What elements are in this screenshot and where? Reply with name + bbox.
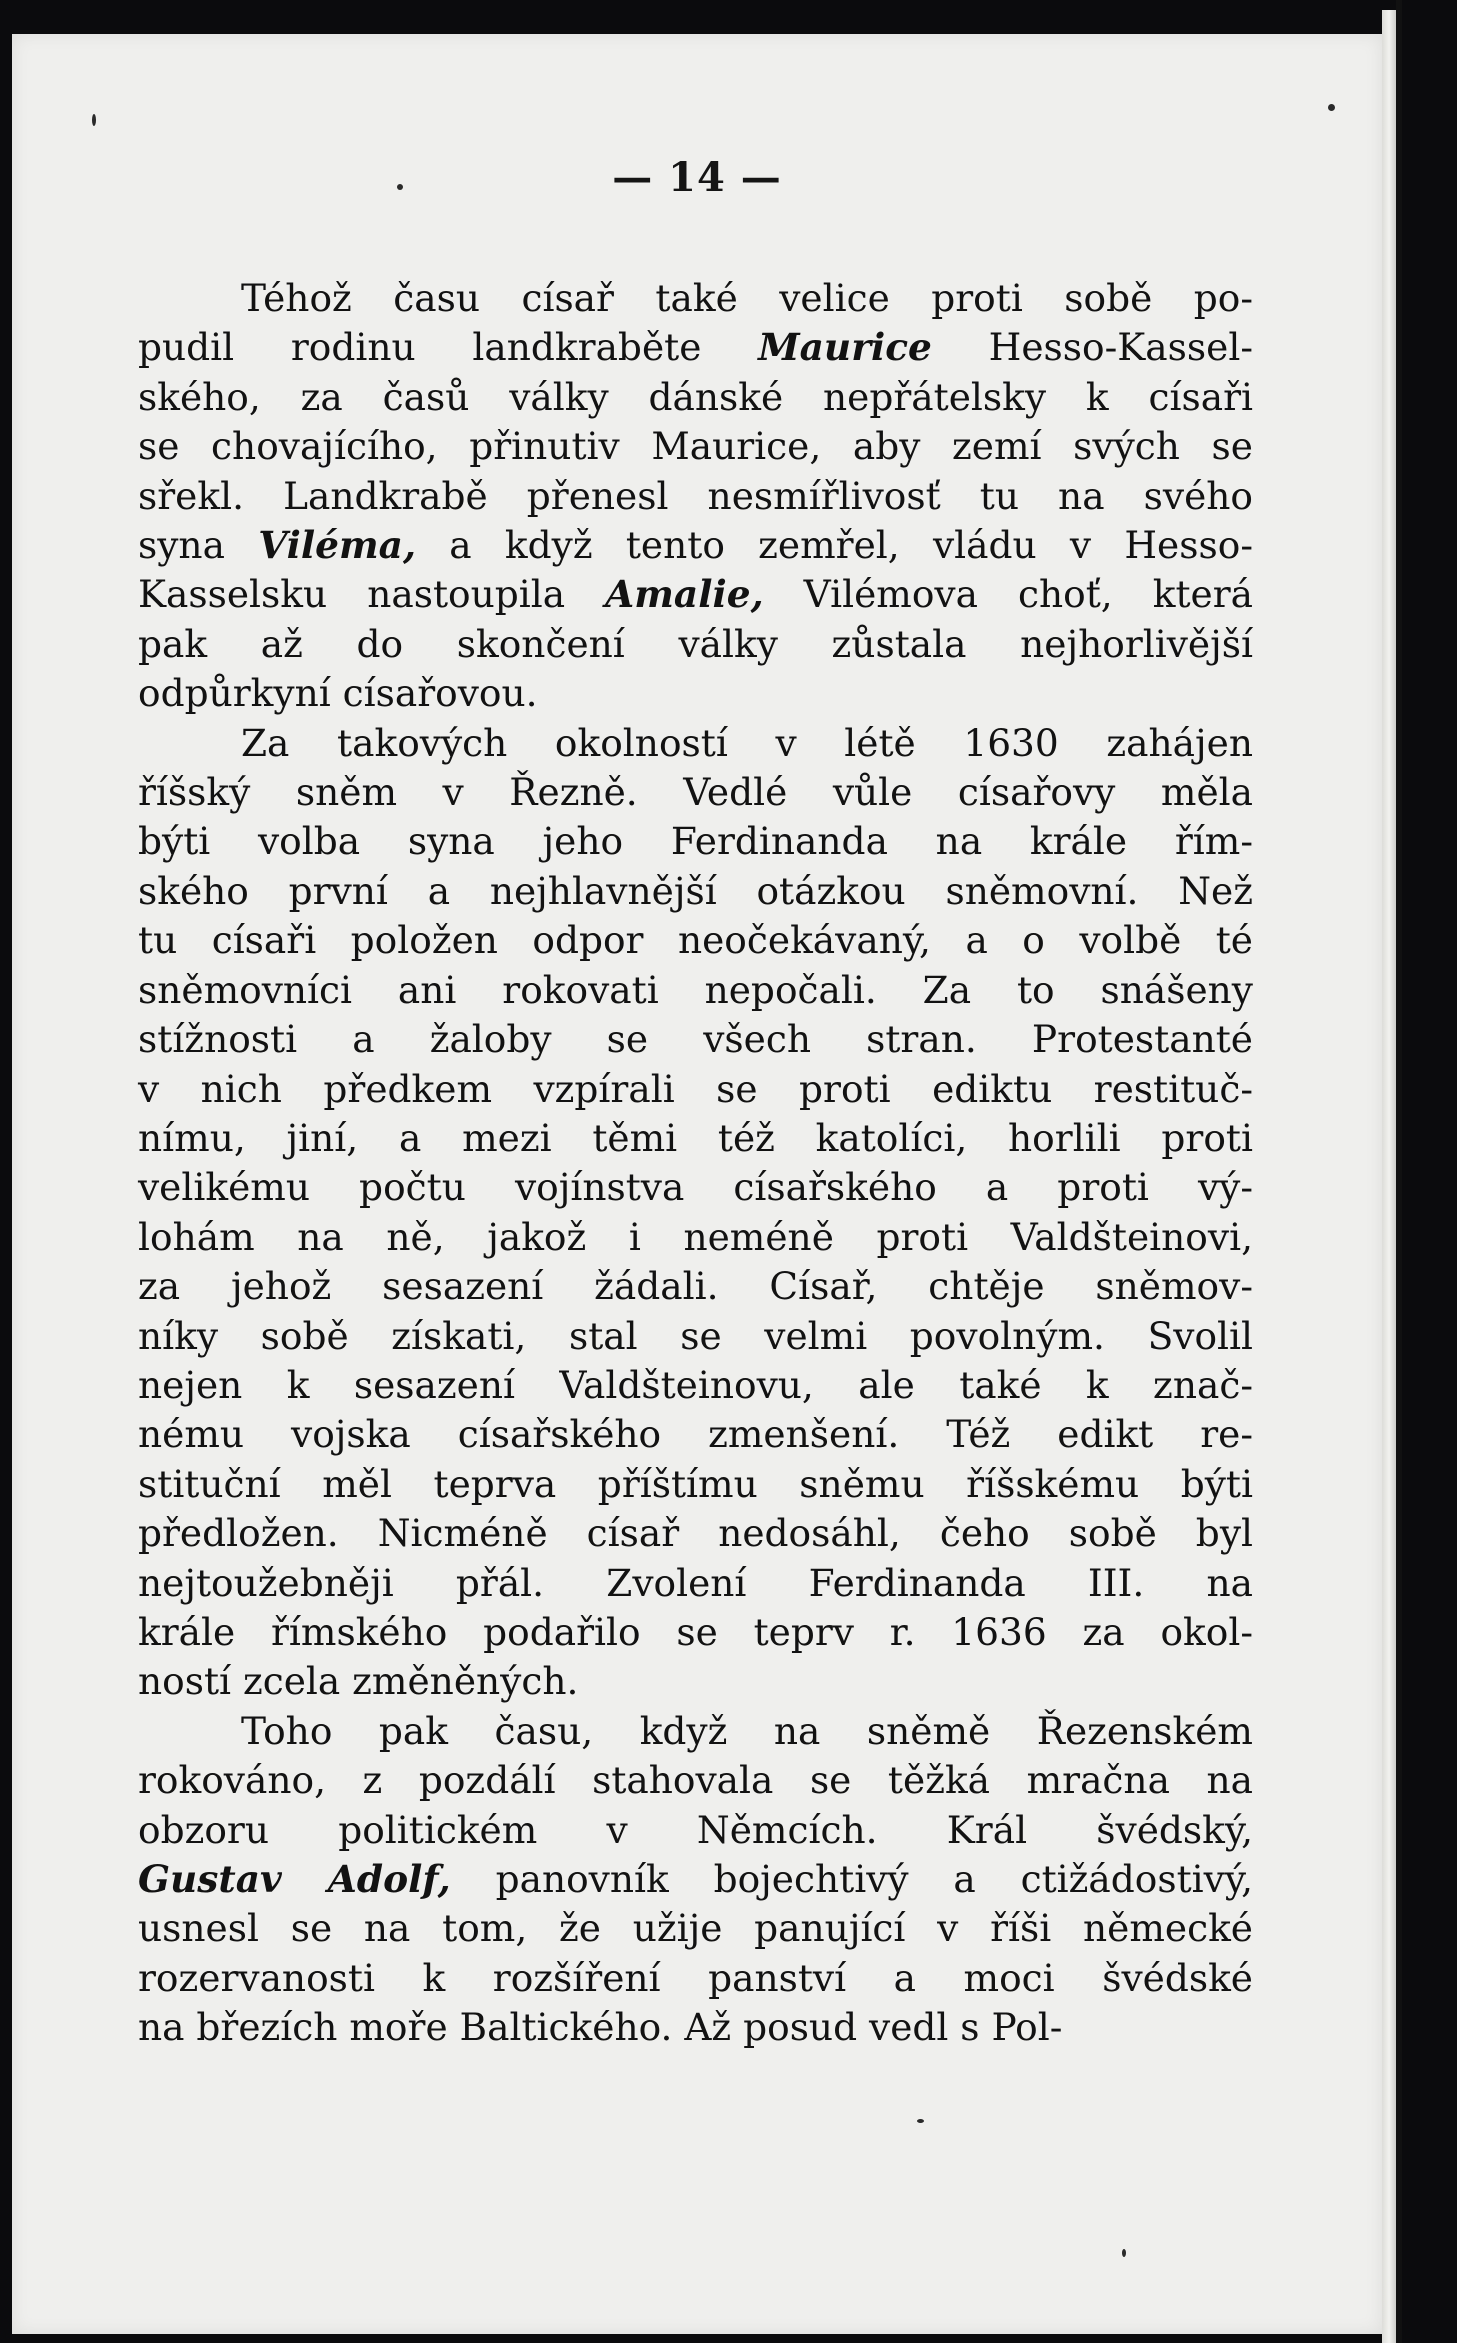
text-run: Za takových okolností v létě 1630 zahájen: [241, 720, 1253, 765]
text-line: [138, 1460, 1253, 1509]
text-run: nému vojska císařského zmenšení. Též edikt re-: [138, 1412, 1253, 1457]
text-run: nejtoužebněji přál. Zvolení Ferdinanda III. na: [138, 1560, 1253, 1605]
text-run: a když tento zemřel, vládu v Hesso-: [416, 523, 1253, 568]
body-text: [138, 274, 1253, 2053]
text-run: Kasselsku nastoupila: [138, 572, 606, 617]
text-run: pudil rodinu landkraběte: [138, 325, 759, 370]
paper-speck: [1328, 104, 1335, 111]
text-line: [138, 1756, 1253, 1805]
text-line: [138, 620, 1253, 669]
text-run: předložen. Nicméně císař nedosáhl, čeho sobě byl: [138, 1511, 1253, 1556]
text-line: [138, 1361, 1253, 1410]
text-line: [138, 1213, 1253, 1262]
text-line: [138, 1410, 1253, 1459]
italic-name: Maurice: [758, 325, 932, 370]
text-line: [138, 817, 1253, 866]
text-run: tu císaři položen odpor neočekávaný, a o volbě té: [138, 918, 1253, 963]
text-run: Vilémova choť, která: [763, 572, 1253, 617]
text-line: [138, 1262, 1253, 1311]
text-run: Téhož času císař také velice proti sobě po-: [241, 276, 1253, 320]
text-run: na březích moře Baltického. Až posud vedl s Pol-: [138, 2005, 1063, 2050]
text-run: sřekl. Landkrabě přenesl nesmířlivosť tu na svého: [138, 473, 1253, 518]
text-run: býti volba syna jeho Ferdinanda na krále řím-: [138, 819, 1253, 864]
text-line: [138, 719, 1253, 768]
text-line: [138, 1509, 1253, 1558]
text-line: [138, 521, 1253, 570]
text-run: stituční měl teprva příštímu sněmu říšskému býti: [138, 1461, 1253, 1506]
text-run: Hesso-Kassel-: [931, 325, 1253, 370]
italic-name: Viléma,: [258, 523, 417, 568]
text-line: [138, 867, 1253, 916]
text-line: [138, 1806, 1253, 1855]
text-line: [138, 966, 1253, 1015]
text-line: [138, 768, 1253, 817]
text-line: [138, 1904, 1253, 1953]
paper-speck: [1122, 2249, 1126, 2257]
text-run: rozervanosti k rozšíření panství a moci švédské: [138, 1955, 1253, 2000]
text-run: ností zcela změněných.: [138, 1659, 579, 1704]
text-run: za jehož sesazení žádali. Císař, chtěje sněmov-: [138, 1264, 1253, 1309]
text-run: velikému počtu vojínstva císařského a proti vý-: [138, 1165, 1253, 1210]
italic-name: Gustav Adolf,: [138, 1857, 451, 1901]
text-line: [138, 1707, 1253, 1756]
text-run: se chovajícího, přinutiv Maurice, aby zemí svých se: [138, 424, 1253, 469]
text-line: [138, 2003, 1253, 2052]
page-number: — 14 —: [612, 154, 782, 201]
text-line: [138, 323, 1253, 372]
text-run: rokováno, z pozdálí stahovala se těžká mračna na: [138, 1758, 1253, 1803]
text-run: stížnosti a žaloby se všech stran. Protestanté: [138, 1017, 1253, 1062]
text-line: [138, 422, 1253, 471]
text-line: [138, 274, 1253, 323]
text-line: [138, 1559, 1253, 1608]
text-run: ského první a nejhlavnější otázkou sněmovní. Než: [138, 868, 1253, 913]
text-run: obzoru politickém v Němcích. Král švédský,: [138, 1807, 1253, 1852]
text-line: [138, 570, 1253, 619]
text-run: syna: [138, 523, 259, 568]
text-run: v nich předkem vzpírali se proti ediktu restituč-: [138, 1066, 1253, 1111]
text-line: [138, 472, 1253, 521]
italic-name: Amalie,: [605, 572, 764, 617]
text-run: níky sobě získati, stal se velmi povolným. Svolil: [138, 1313, 1253, 1358]
text-line: [138, 1855, 1253, 1904]
text-run: ského, za časů války dánské nepřátelsky k císaři: [138, 374, 1253, 419]
text-line: [138, 1015, 1253, 1064]
text-run: lohám na ně, jakož i neméně proti Valdšteinovi,: [138, 1214, 1253, 1259]
text-line: [138, 1312, 1253, 1361]
text-line: [138, 669, 1253, 718]
text-line: [138, 373, 1253, 422]
text-run: sněmovníci ani rokovati nepočali. Za to snášeny: [138, 967, 1253, 1012]
text-run: pak až do skončení války zůstala nejhorlivější: [138, 621, 1253, 666]
text-line: [138, 1657, 1253, 1706]
text-line: [138, 1608, 1253, 1657]
page-binding-shadow: [1396, 0, 1402, 2343]
text-run: nejen k sesazení Valdšteinovu, ale také k znač-: [138, 1362, 1253, 1407]
text-line: [138, 1114, 1253, 1163]
text-line: [138, 1954, 1253, 2003]
paper-speck: [917, 2119, 924, 2123]
text-line: [138, 1065, 1253, 1114]
book-page: [12, 34, 1382, 2334]
text-line: [138, 1163, 1253, 1212]
text-run: krále římského podařilo se teprv r. 1636 za okol-: [138, 1609, 1253, 1654]
text-line: [138, 916, 1253, 965]
text-run: říšský sněm v Řezně. Vedlé vůle císařovy měla: [138, 770, 1253, 815]
text-run: nímu, jiní, a mezi těmi též katolíci, horlili proti: [138, 1115, 1253, 1160]
text-run: panovník bojechtivý a ctižádostivý,: [450, 1857, 1253, 1901]
text-run: usnesl se na tom, že užije panující v říši německé: [138, 1906, 1253, 1951]
text-run: odpůrkyní císařovou.: [138, 671, 538, 716]
text-run: Toho pak času, když na sněmě Řezenském: [241, 1708, 1253, 1753]
paper-speck: [397, 184, 403, 190]
paper-speck: [92, 114, 96, 126]
